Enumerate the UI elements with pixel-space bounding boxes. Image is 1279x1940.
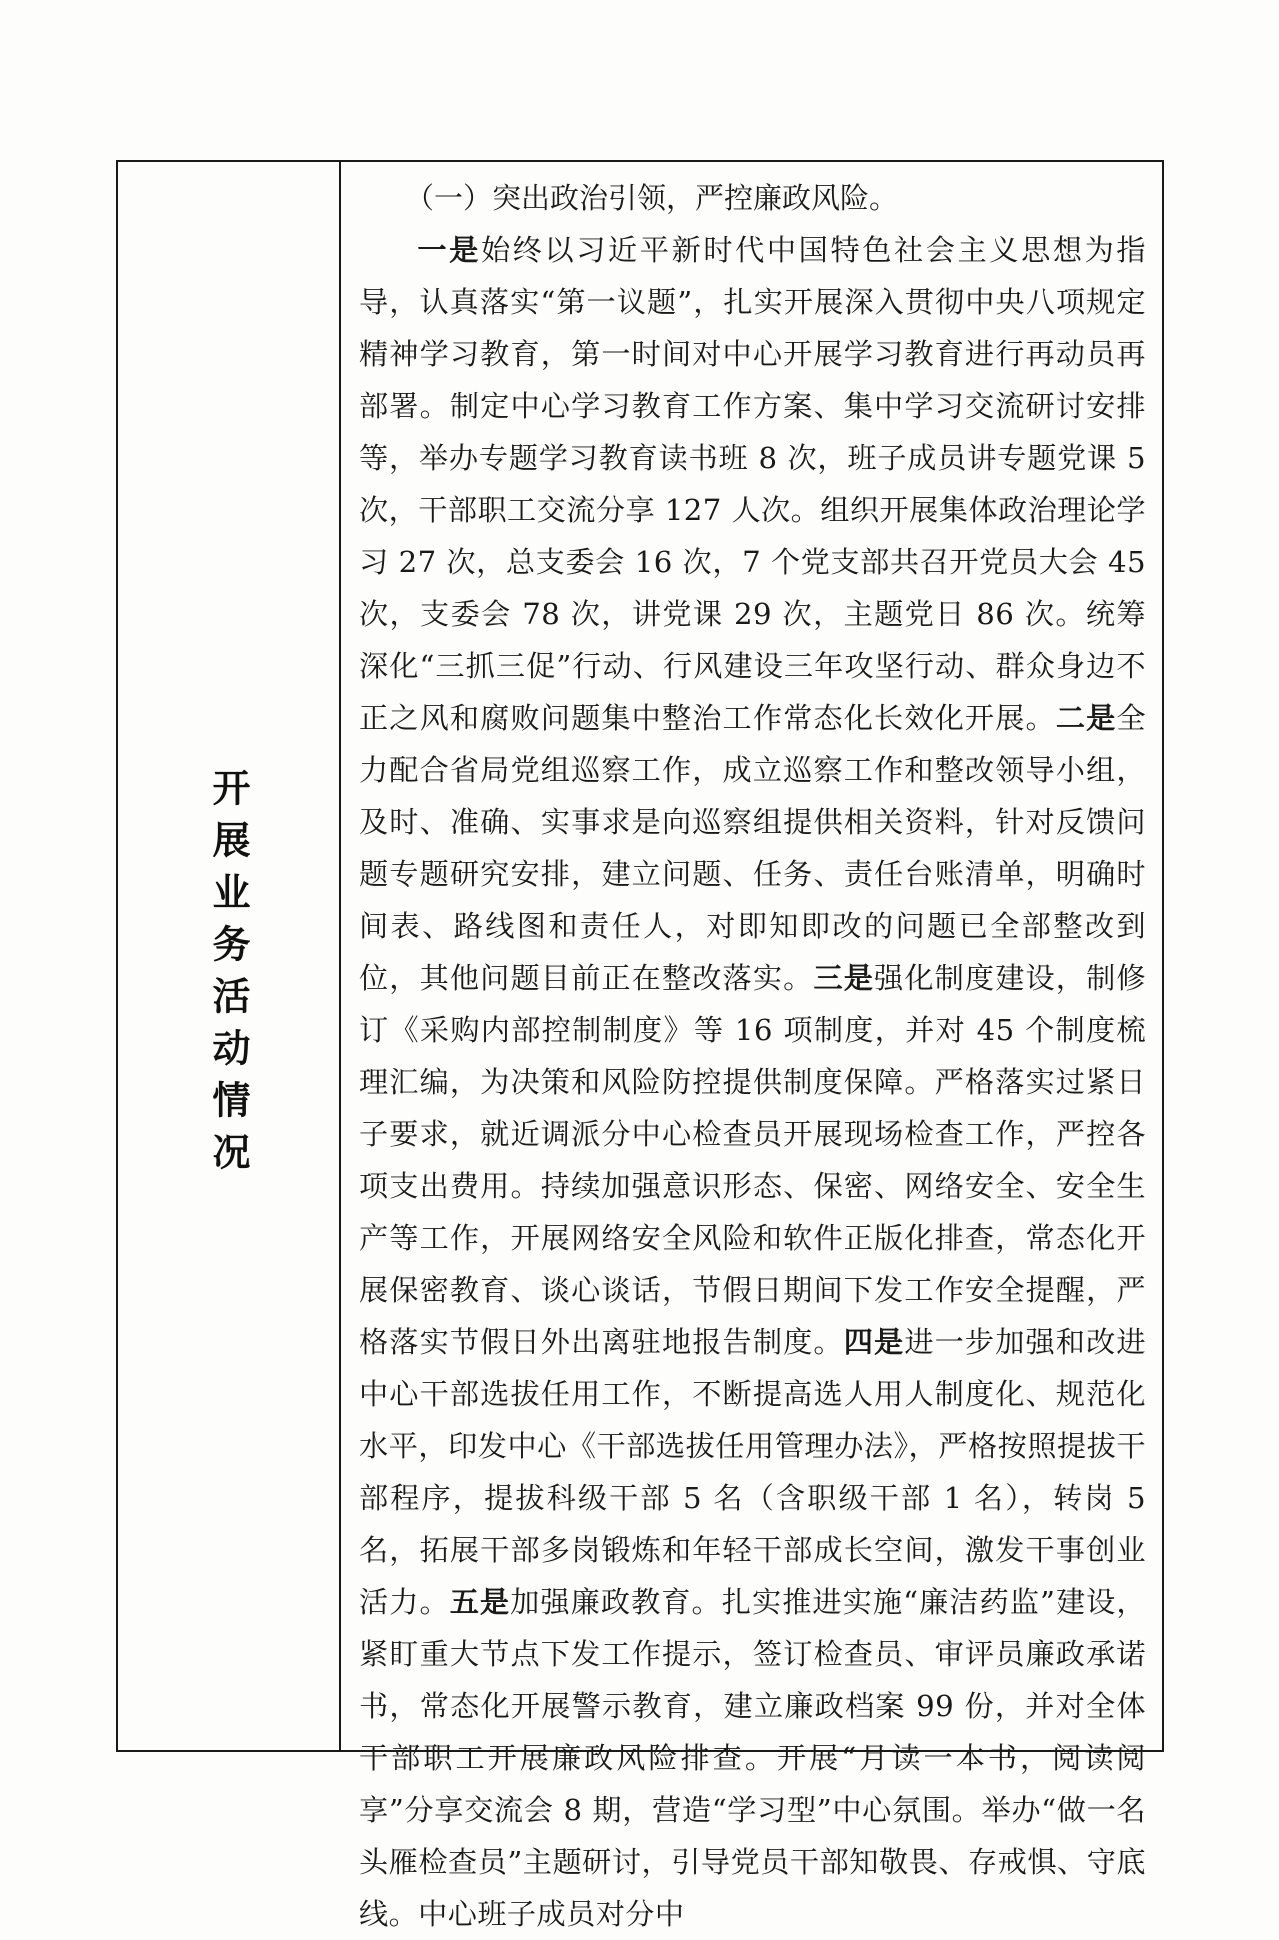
report-table [116,160,1164,1931]
content-cell [341,162,1162,1931]
point-3-text: 强化制度建设，制修订《采购内部控制制度》等 16 项制度，并对 45 个制度梳理汇编，为决策和风险防控提供制度保障。严格落实过紧日子要求，就近调派分中心检查员开展现场检查工作，严控各项支出费用。持续加强意识形态、保密、网络安全、安全生产等工作，开展网络安全风险和软件正版化排查，常态化开展保密教育、谈心谈话，节假日期间下发工作安全提醒，严格落实节假日外出离驻地报告制度。 [359,961,1146,1359]
point-5-marker: 五是 [449,1585,511,1619]
body-paragraph [359,224,1146,1940]
point-4-marker: 四是 [843,1325,905,1359]
point-2-text: 全力配合省局党组巡察工作，成立巡察工作和整改领导小组，及时、准确、实事求是向巡察组提供相关资料，针对反馈问题专题研究安排，建立问题、任务、责任台账清单，明确时间表、路线图和责任人，对即知即改的问题已全部整改到位，其他问题目前正在整改落实。 [359,701,1146,995]
row-label: 开展业务活动情况 [206,768,250,1184]
point-3-marker: 三是 [813,961,875,995]
point-5-text: 加强廉政教育。扎实推进实施“廉洁药监”建设，紧盯重大节点下发工作提示，签订检查员、审评员廉政承诺书，常态化开展警示教育，建立廉政档案 99 份，并对全体干部职工开展廉政风险排查。开展“月读一本书，阅读阅享”分享交流会 8 期，营造“学习型”中心氛围。举办“做一名头雁检查员”主题研讨，引导党员干部知敬畏、存戒惧、守底线。中心班子成员对分中 [359,1585,1146,1931]
point-2-marker: 二是 [1055,701,1117,735]
point-4-text: 进一步加强和改进中心干部选拔任用工作，不断提高选人用人制度化、规范化水平，印发中心《干部选拔任用管理办法》，严格按照提拔干部程序，提拔科级干部 5 名（含职级干部 1 名），转岗 5 名，拓展干部多岗锻炼和年轻干部成长空间，激发干事创业活力。 [359,1325,1146,1619]
point-1-text: 始终以习近平新时代中国特色社会主义思想为指导，认真落实“第一议题”，扎实开展深入贯彻中央八项规定精神学习教育，第一时间对中心开展学习教育进行再动员再部署。制定中心学习教育工作方案、集中学习交流研讨安排等，举办专题学习教育读书班 8 次，班子成员讲专题党课 5 次，干部职工交流分享 127 人次。组织开展集体政治理论学习 27 次，总支委会 16 次，7 个党支部共召开党员大会 45 次，支委会 78 次，讲党课 29 次，主题党日 86 次。统筹深化“三抓三促”行动、行风建设三年攻坚行动、群众身边不正之风和腐败问题集中整治工作常态化长效化开展。 [359,233,1146,735]
row-label-cell [118,162,341,1750]
point-1-marker: 一是 [417,233,481,267]
section-heading: （一）突出政治引领，严控廉政风险。 [405,181,899,215]
